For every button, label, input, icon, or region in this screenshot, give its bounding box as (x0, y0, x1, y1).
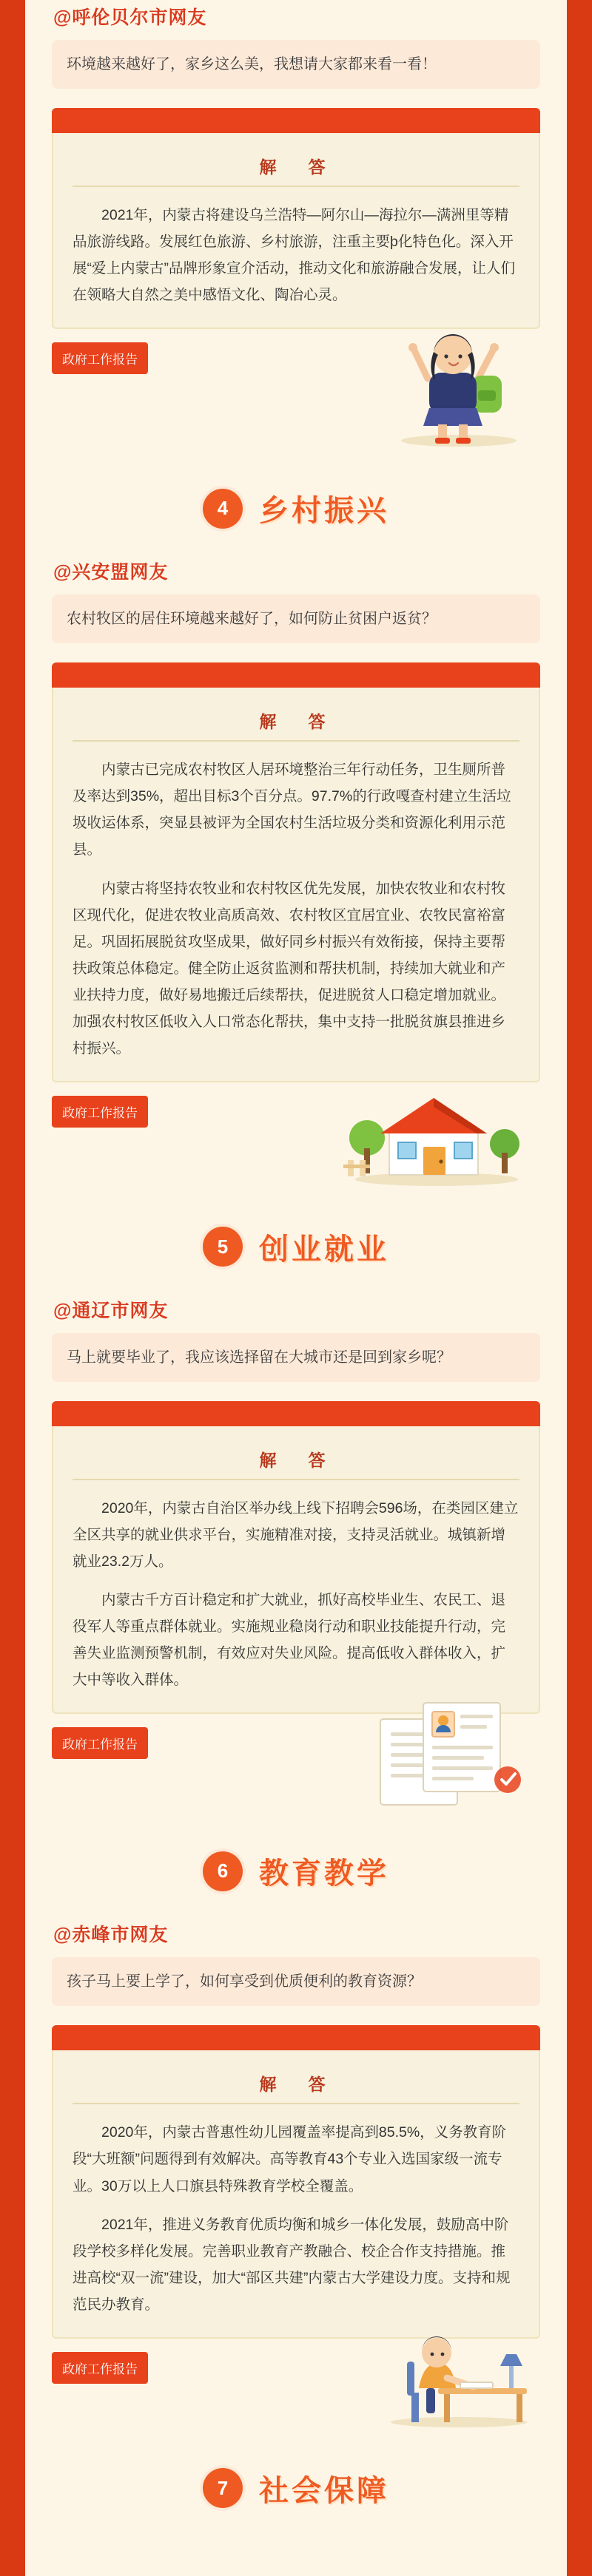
source-badge: 政府工作报告 (52, 1096, 148, 1128)
user-question: 马上就要毕业了，我应该选择留在大城市还是回到家乡呢？ (52, 1333, 540, 1382)
answer-card-wrapper (52, 662, 540, 1128)
answer-heading: 解 答 (259, 712, 333, 732)
answer-card-wrapper (52, 2025, 540, 2383)
user-handle: @呼伦贝尔市网友 (53, 7, 207, 28)
section-title: 创业就业 (259, 1233, 389, 1266)
answer-paragraph: 内蒙古将坚持农牧业和农村牧区优先发展，加快农牧业和农村牧区现代化，促进农牧业高质高效、农村牧区宜居宜业、农牧民富裕富足。巩固拓展脱贫攻坚成果，做好同乡村振兴有效衔接，保持主要帮扶政策总体稳定。健全防止返贫监测和帮扶机制，持续加大就业和产业扶持力度，做好易地搬迁后续帮扶，促进脱贫人口稳定增加就业。加强农村牧区低收入人口常态化帮扶，集中支持一批脱贫旗县推进乡村振兴。 (73, 880, 506, 1057)
source-badge: 政府工作报告 (52, 2352, 148, 2384)
user-handle: @赤峰市网友 (53, 1925, 169, 1946)
section-number: 7 (203, 2468, 243, 2508)
section-heading-4 (52, 487, 540, 529)
source-badge: 政府工作报告 (52, 1727, 148, 1759)
section-title: 乡村振兴 (259, 495, 389, 528)
answer-card (52, 1426, 540, 1714)
divider (73, 2103, 519, 2104)
answer-paragraph: 内蒙古千方百计稳定和扩大就业，抓好高校毕业生、农民工、退役军人等重点群体就业。实施规业稳岗行动和职业技能提升行动，完善失业监测预警机制，有效应对失业风险。提高低收入群体收入，扩大中等收入群体。 (73, 1592, 506, 1689)
answer-tab (52, 2025, 540, 2050)
answer-paragraph: 2020年，内蒙古自治区举办线上线下招聘会596场，在类园区建立全区共享的就业供求平台，实施精准对接，支持灵活就业。城镇新增就业23.2万人。 (73, 1499, 519, 1570)
answer-card (52, 133, 540, 329)
user-handle: @兴安盟网友 (53, 562, 169, 583)
qa-block-employment (52, 1293, 540, 1814)
paper-column (25, 0, 567, 2576)
user-question: 孩子马上要上学了，如何享受到优质便利的教育资源？ (52, 1957, 540, 2006)
answer-heading: 解 答 (259, 157, 333, 177)
answer-card-wrapper (52, 108, 540, 374)
section-title: 教育教学 (259, 1857, 389, 1891)
answer-paragraph: 2020年，内蒙古普惠性幼儿园覆盖率提高到85.5%，义务教育阶段“大班额”问题得到有效解决。高等教育43个专业入选国家级一流专业。30万以上人口旗县特殊教育学校全覆盖。 (73, 2124, 507, 2194)
section-heading-6 (52, 1850, 540, 1892)
answer-paragraph: 2021年，推进义务教育优质均衡和城乡一体化发展，鼓励高中阶段学校多样化发展。完善职业教育产教融合、校企合作支持措施。推进高校“双一流”建设，加大“部区共建”内蒙古大学建设力度。支持和规范民办教育。 (73, 2216, 511, 2313)
section-number: 6 (203, 1851, 243, 1891)
qa-block-tourism (52, 0, 540, 452)
qa-block-education (52, 1917, 540, 2431)
section-number: 5 (203, 1227, 243, 1267)
answer-tab (52, 662, 540, 688)
qa-block-rural (52, 555, 540, 1190)
answer-paragraph: 2021年，内蒙古将建设乌兰浩特—阿尔山—海拉尔—满洲里等精品旅游线路。发展红色旅游、乡村旅游，注重主要þ化特色化。深入开展“爱上内蒙古”品牌形象宣介活动，推动文化和旅游融合发展，让人们在领略大自然之美中感悟文化、陶冶心灵。 (73, 207, 515, 304)
source-badge: 政府工作报告 (52, 342, 148, 374)
user-handle: @通辽市网友 (53, 1300, 169, 1321)
answer-card (52, 688, 540, 1082)
divider (73, 1479, 519, 1480)
section-heading-7 (52, 2467, 540, 2509)
user-question: 农村牧区的居住环境越来越好了，如何防止贫困户返贫？ (52, 594, 540, 643)
answer-tab (52, 108, 540, 133)
answer-card (52, 2050, 540, 2338)
answer-heading: 解 答 (259, 1450, 333, 1470)
divider (73, 740, 519, 742)
user-question: 环境越来越好了，家乡这么美，我想请大家都来看一看！ (52, 40, 540, 89)
section-number: 4 (203, 489, 243, 529)
answer-card-wrapper (52, 1401, 540, 1759)
answer-heading: 解 答 (259, 2075, 333, 2095)
section-title: 社会保障 (259, 2474, 389, 2507)
divider (73, 186, 519, 187)
answer-tab (52, 1401, 540, 1426)
section-heading-5 (52, 1226, 540, 1268)
answer-paragraph: 内蒙古已完成农村牧区人居环境整治三年行动任务，卫生厕所普及率达到35%，超出目标3个百分点。97.7%的行政嘎查村建立生活垃圾收运体系，突显县被评为全国农村生活垃圾分类和资源化利用示范县。 (73, 762, 511, 858)
